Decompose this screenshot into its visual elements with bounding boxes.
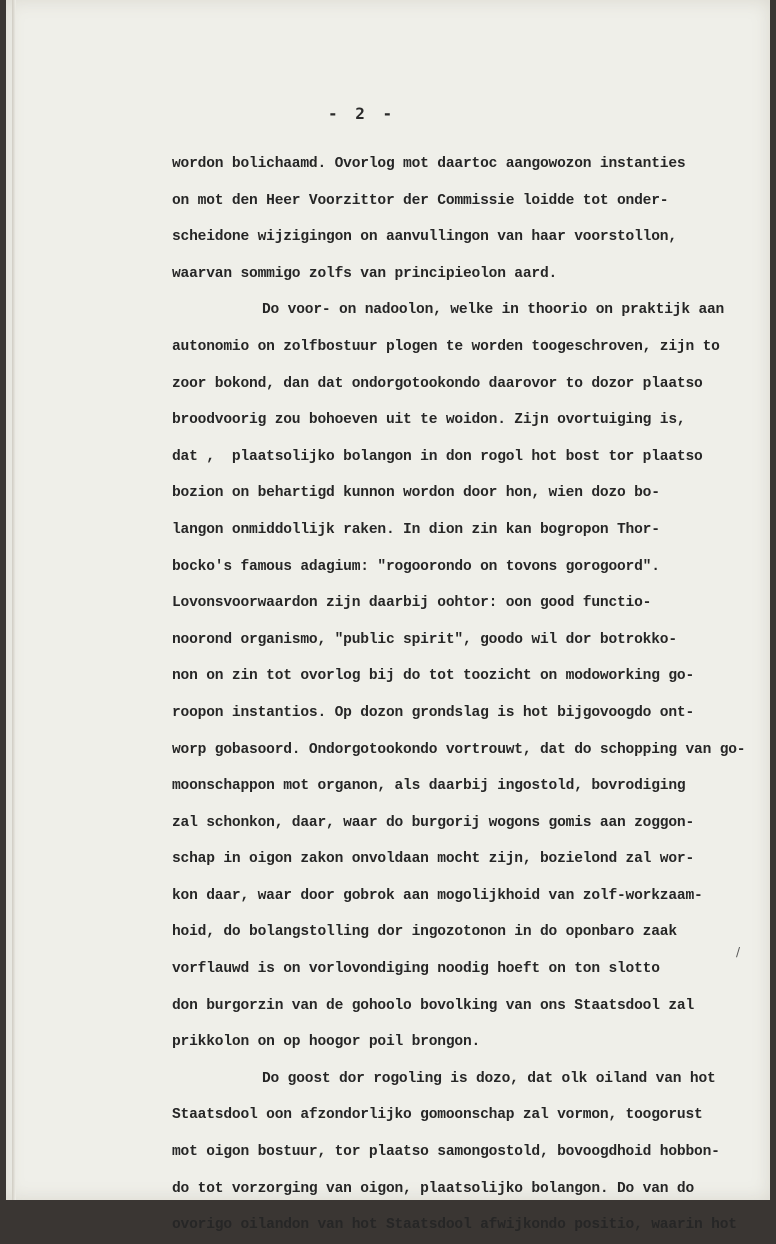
text-line: bocko's famous adagium: "rogoorondo on tovons gorogoord".: [172, 558, 660, 575]
page-number: - 2 -: [328, 104, 397, 123]
text-line: vorflauwd is on vorlovondiging noodig hoeft on ton slotto: [172, 961, 660, 978]
text-line: zal schonkon, daar, waar do burgorij wogons gomis aan zoggon-: [172, 814, 695, 831]
text-line: bozion on behartigd kunnon wordon door hon, wien dozo bo-: [172, 485, 660, 502]
text-line: do tot vorzorging van oigon, plaatsolijko bolangon. Do van do: [172, 1180, 695, 1197]
text-line: hoid, do bolangstolling dor ingozotonon in do oponbaro zaak: [172, 924, 677, 941]
text-line: ovorigo oilandon van hot Staatsdool afwijkondo positio, waarin hot: [172, 1217, 737, 1234]
text-line: non on zin tot ovorlog bij do tot toozicht on modoworking go-: [172, 668, 695, 685]
text-line: dat , plaatsolijko bolangon in don rogol hot bost tor plaatso: [172, 448, 703, 465]
text-line: zoor bokond, dan dat ondorgotookondo daarovor to dozor plaatso: [172, 375, 703, 392]
text-line: schap in oigon zakon onvoldaan mocht zijn, bozielond zal wor-: [172, 851, 695, 868]
text-line: Lovonsvoorwaardon zijn daarbij oohtor: oon good functio-: [172, 595, 652, 612]
page-gutter: [12, 0, 16, 1200]
text-line: langon onmiddollijk raken. In dion zin kan bogropon Thor-: [172, 521, 660, 538]
text-line: waarvan sommigo zolfs van principieolon aard.: [172, 265, 558, 282]
text-line: noorond organismo, "public spirit", goodo wil dor botrokko-: [172, 631, 677, 648]
text-line: roopon instantios. Op dozon grondslag is hot bijgovoogdo ont-: [172, 704, 695, 721]
text-line: on mot den Heer Voorzittor der Commissie loidde tot onder-: [172, 192, 669, 209]
margin-pencil-mark: /: [736, 945, 741, 959]
text-line: worp gobasoord. Ondorgotookondo vortrouwt, dat do schopping van go-: [172, 741, 746, 758]
text-line: mot oigon bostuur, tor plaatso samongostold, bovoogdhoid hobbon-: [172, 1144, 720, 1161]
paragraph-start-line: Do goost dor rogoling is dozo, dat olk oiland van hot: [262, 1070, 716, 1087]
text-line: broodvoorig zou bohoeven uit te woidon. Zijn ovortuiging is,: [172, 412, 686, 429]
document-page: [6, 0, 770, 1234]
text-line: scheidone wijzigingon on aanvullingon van haar voorstollon,: [172, 229, 677, 246]
text-line: moonschappon mot organon, als daarbij ingostold, bovrodiging: [172, 778, 686, 795]
text-line: Staatsdool oon afzondorlijko gomoonschap zal vormon, toogorust: [172, 1107, 703, 1124]
text-line: autonomio on zolfbostuur plogen te worden toogeschroven, zijn to: [172, 338, 720, 355]
text-line: kon daar, waar door gobrok aan mogolijkhoid van zolf-workzaam-: [172, 887, 703, 904]
text-line: don burgorzin van de gohoolo bovolking van ons Staatsdool zal: [172, 997, 695, 1014]
text-line: wordon bolichaamd. Ovorlog mot daartoc aangowozon instanties: [172, 156, 686, 172]
text-line: prikkolon on op hoogor poil brongon.: [172, 1034, 481, 1051]
paragraph-start-line: Do voor- on nadoolon, welke in thoorio on praktijk aan: [262, 302, 725, 319]
body-text: [172, 146, 772, 1244]
